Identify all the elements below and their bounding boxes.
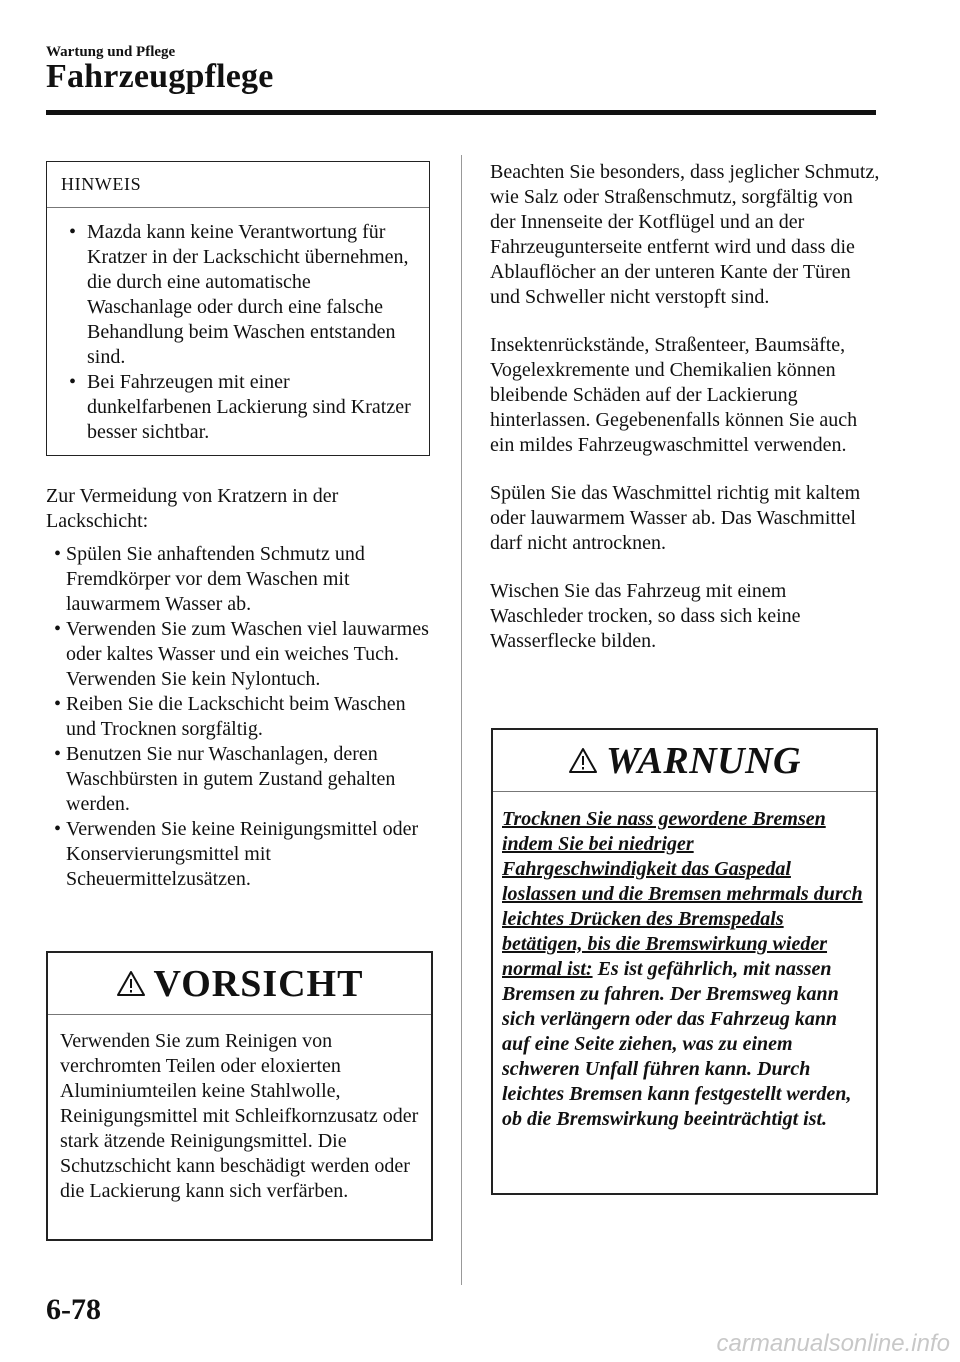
paragraph: Beachten Sie besonders, dass jeglicher Schmutz, wie Salz oder Straßenschmutz, sorgfältig von der Innenseite der Kotflügel und an der Fahrzeugunterseite entfernt wird und dass die Ablauflöcher an der unteren Kante der Türen und Schweller nicht verstopft sind. [490, 161, 880, 308]
warning-triangle-icon [116, 970, 146, 997]
hinweis-body [47, 208, 429, 445]
warnung-heading: WARNUNG [606, 739, 801, 782]
warnung-header [493, 730, 876, 792]
title-rule [46, 110, 876, 115]
paragraph: Insektenrückstände, Straßenteer, Baumsäfte, Vogelexkremente und Chemikalien können bleibende Schäden auf der Lackierung hinterlassen. Gegebenenfalls können Sie auch ein mildes Fahrzeugwaschmittel verwenden. [490, 334, 858, 456]
hinweis-item: • Bei Fahrzeugen mit einer dunkelfarbenen Lackierung sind Kratzer besser sichtbar. [63, 370, 419, 445]
warnung-box [491, 728, 878, 1195]
paragraph: Spülen Sie das Waschmittel richtig mit kaltem oder lauwarmem Wasser ab. Das Waschmittel darf nicht antrocknen. [490, 482, 861, 554]
list-item: • Benutzen Sie nur Waschanlagen, deren Waschbürsten in gutem Zustand gehalten werden. [46, 742, 436, 817]
list-item: • Spülen Sie anhaftenden Schmutz und Fremdkörper vor dem Waschen mit lauwarmem Wasser ab. [46, 542, 436, 617]
warnung-underlined-text: Trocknen Sie nass gewordene Bremsen indem Sie bei niedriger Fahrgeschwindigkeit das Gaspedal loslassen und die Bremsen mehrmals durch leichtes Drücken des Bremspedals betätigen, bis die Bremswirkung wieder normal ist: [502, 808, 863, 980]
right-column [490, 160, 880, 677]
paragraph: Wischen Sie das Fahrzeug mit einem Waschleder trocken, so dass sich keine Wasserflecke bilden. [490, 580, 801, 652]
hinweis-item: • Mazda kann keine Verantwortung für Kratzer in der Lackschicht übernehmen, die durch eine automatische Waschanlage oder durch eine falsche Behandlung beim Waschen entstanden sind. [63, 220, 419, 370]
page-title: Fahrzeugpflege [46, 58, 274, 95]
left-intro: Zur Vermeidung von Kratzern in der Lackschicht: [46, 485, 339, 532]
column-divider [461, 155, 462, 1285]
vorsicht-box [46, 951, 433, 1241]
hinweis-box [46, 161, 430, 456]
warning-triangle-icon [568, 747, 598, 774]
list-item: • Verwenden Sie keine Reinigungsmittel oder Konservierungsmittel mit Scheuermittelzusätzen. [46, 817, 436, 892]
warnung-body [493, 792, 876, 1132]
list-item: • Reiben Sie die Lackschicht beim Waschen und Trocknen sorgfältig. [46, 692, 436, 742]
vorsicht-text: Verwenden Sie zum Reinigen von verchromten Teilen oder eloxierten Aluminiumteilen keine Stahlwolle, Reinigungsmittel mit Schleifkornzusatz oder stark ätzende Reinigungsmittel. Die Schutzschicht kann beschädigt werden oder die Lackierung kann sich verfärben. [60, 1030, 419, 1202]
list-item: • Verwenden Sie zum Waschen viel lauwarmes oder kaltes Wasser und ein weiches Tuch. Verwenden Sie kein Nylontuch. [46, 617, 436, 692]
section-label: Wartung und Pflege [46, 44, 176, 60]
hinweis-heading: HINWEIS [47, 162, 429, 208]
page-number: 6-78 [46, 1293, 101, 1326]
watermark: carmanualsonline.info [716, 1330, 950, 1357]
left-column [46, 484, 436, 892]
warnung-text: Es ist gefährlich, mit nassen Bremsen zu fahren. Der Bremsweg kann sich verlängern oder das Fahrzeug kann auf eine Seite ziehen, was zu einem schweren Unfall führen kann. Durch leichtes Bremsen kann festgestellt werden, ob die Bremswirkung beeinträchtigt ist. [502, 958, 852, 1130]
vorsicht-heading: VORSICHT [153, 962, 364, 1005]
vorsicht-header [48, 953, 431, 1015]
